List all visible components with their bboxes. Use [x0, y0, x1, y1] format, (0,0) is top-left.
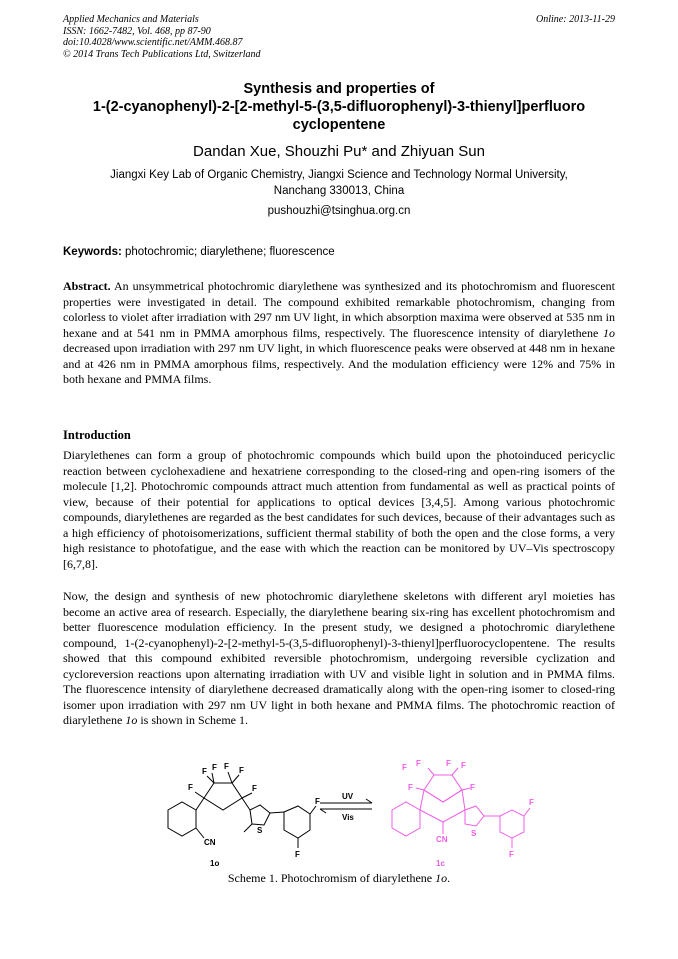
atom-label: CN [204, 838, 216, 847]
structure-open-labels [188, 762, 320, 868]
introduction-paragraph-2 [63, 589, 615, 729]
issn: ISSN: 1662-7482, Vol. 468, pp 87-90 [63, 25, 211, 37]
atom-label: F [239, 766, 244, 775]
authors: Dandan Xue, Shouzhi Pu* and Zhiyuan Sun [193, 143, 485, 160]
atom-label: F [446, 760, 451, 768]
reaction-arrows [320, 799, 372, 813]
abstract [63, 279, 615, 388]
journal-header [63, 14, 615, 60]
atom-label: F [509, 850, 514, 859]
abstract-part-1: An unsymmetrical photochromic diarylethene was synthesized and its photochromism and fluorescent properties were investigated in detail. The compound exhibited remarkable photochromism, changing from colorless to violet after irradiation with 297 nm UV light, in which absorption maxima were observed at 535 nm in hexane and at 541 nm in PMMA amorphous films, respectively. The fluorescence intensity of diarylethene [63, 279, 615, 340]
copyright: © 2014 Trans Tech Publications Ltd, Switzerland [63, 48, 261, 60]
atom-label: F [402, 763, 407, 772]
atom-label: F [202, 767, 207, 776]
affiliation-line-2: Nanchang 330013, China [273, 184, 405, 197]
introduction-paragraph-2a: Now, the design and synthesis of new photochromic diarylethene skeletons with different aryl moieties has become an active area of research. Especially, the diarylethene bearing six-ring has excellent photochromism and better fluorescence modulation efficiency. In the present study, we designed a photochromic diarylethene compound, 1-(2-cyanophenyl)-2-[2-methyl-5-(3,5-difluorophenyl)-3-thienyl]perfluorocyclopentene. The results showed that this compound exhibited reversible photochromism, undergoing reversible cyclization and cycloreversion reactions upon alternating irradiation with UV and visible light in solution and in PMMA films. The fluorescence intensity of diarylethene decreased dramatically along with the open-ring isomer to closed-ring isomer upon irradiation with 297 nm UV light in both hexane and PMMA films. The photochromic reaction of diarylethene [63, 589, 615, 728]
scheme-1-figure [160, 760, 540, 872]
introduction-compound: 1o [125, 713, 138, 728]
affiliation [60, 168, 618, 199]
atom-label: F [408, 783, 413, 792]
title-line-2: 1-(2-cyanophenyl)-2-[2-methyl-5-(3,5-difluorophenyl)-3-thienyl]perfluoro [92, 99, 586, 115]
structure-closed-isomer [392, 768, 530, 848]
doi: doi:10.4028/www.scientific.net/AMM.468.87 [63, 37, 243, 48]
journal-name: Applied Mechanics and Materials [63, 14, 199, 25]
caption-prefix: Scheme 1. Photochromism of diarylethene [227, 871, 433, 885]
email[interactable]: pushouzhi@tsinghua.org.cn [267, 205, 411, 217]
abstract-compound: 1o [603, 325, 615, 340]
online-date: Online: 2013-11-29 [536, 14, 615, 25]
introduction-paragraph-2b: is shown in Scheme 1. [140, 713, 248, 728]
compound-label-1c: 1c [436, 859, 445, 868]
atom-label: F [188, 783, 193, 792]
atom-label: F [470, 783, 475, 792]
caption-compound: 1o [435, 871, 448, 885]
title-line-3: cyclopentene [292, 117, 386, 133]
scheme-caption [0, 871, 678, 886]
atom-label: F [529, 798, 534, 807]
vis-label: Vis [342, 813, 354, 822]
atom-label: F [315, 797, 320, 806]
atom-label: S [471, 829, 477, 838]
introduction-heading: Introduction [63, 428, 131, 442]
atom-label: F [416, 760, 421, 768]
atom-label: CN [436, 835, 448, 844]
introduction-paragraph-1: Diarylethenes can form a group of photochromic compounds which build upon the photoinduced pericyclic reaction between cyclohexadiene and hexatriene corresponding to the closed-ring and open-ring isomers of the molecule [1,2]. Photochromic compounds attract much attention from fundamental as well as practical points of view, because of their potential for applications to optical devices [3,4,5]. Among various photochromic compounds, diarylethenes are regarded as the best candidates for such devices, because of their advantages such as a high efficiency of photoisomerizations, sufficient thermal stability of both the open and the close forms, a very high resistance to photofatigue, and the ease with which the reaction can be monitored by UV–Vis spectroscopy [6,7,8]. [63, 448, 615, 571]
caption-suffix: . [447, 871, 451, 885]
keywords-label: Keywords: [63, 246, 122, 258]
compound-label-1o: 1o [210, 859, 220, 868]
keywords-text: photochromic; diarylethene; fluorescence [125, 246, 335, 258]
atom-label: F [224, 762, 229, 771]
atom-label: F [212, 763, 217, 772]
atom-label: F [461, 761, 466, 770]
atom-label: F [252, 784, 257, 793]
uv-label: UV [342, 792, 354, 801]
atom-label: F [295, 850, 300, 859]
abstract-part-2: decreased upon irradiation with 297 nm UV light, in which fluorescence peaks were observed at 448 nm in hexane and at 426 nm in PMMA amorphous films, respectively. And the modulation efficiency were 12% and 75% in both hexane and PMMA films. [63, 341, 615, 387]
affiliation-line-1: Jiangxi Key Lab of Organic Chemistry, Jiangxi Science and Technology Normal University, [110, 169, 568, 181]
abstract-label: Abstract. [63, 279, 111, 293]
paper-title [40, 80, 638, 134]
keywords [63, 246, 615, 258]
structure-closed-labels [402, 760, 534, 868]
atom-label: S [257, 826, 263, 835]
scheme-1-svg [160, 760, 540, 872]
title-line-1: Synthesis and properties of [243, 81, 435, 97]
